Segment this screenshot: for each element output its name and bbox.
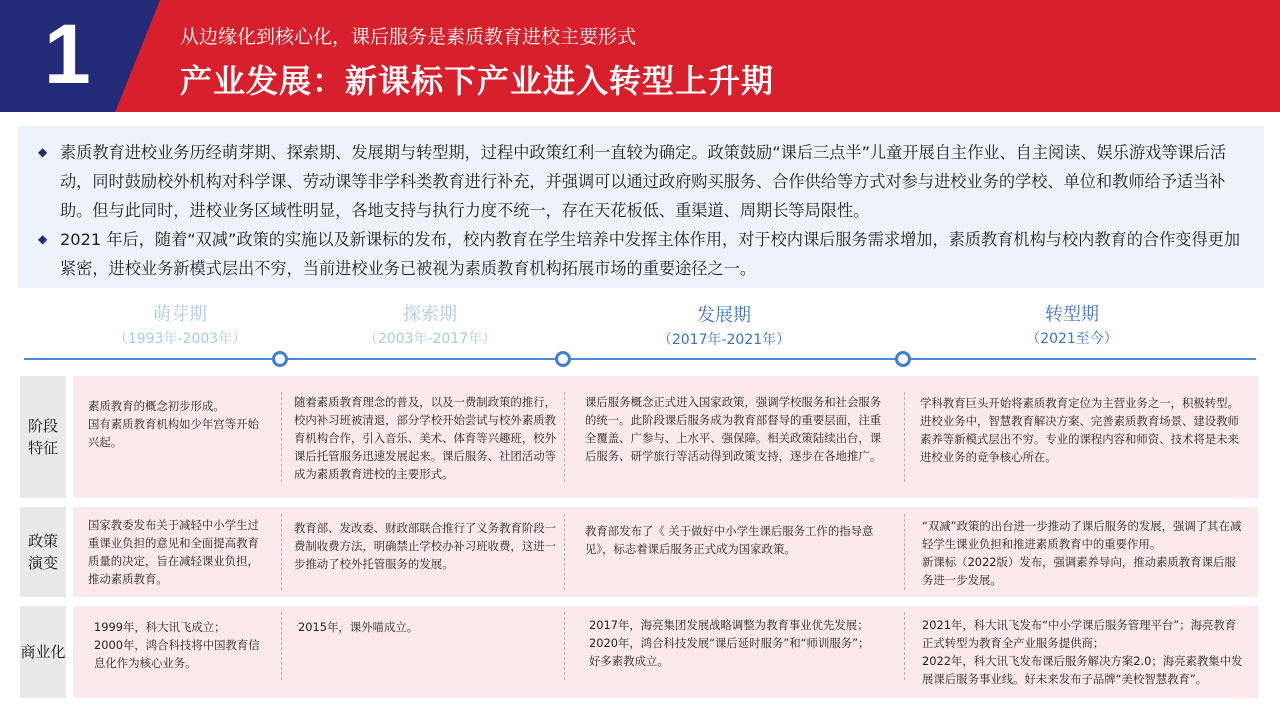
column-separator — [904, 612, 905, 680]
cell-commercial-transform: 2021年，科大讯飞发布“中小学课后服务管理平台”；海亮教育正式转型为教育全产业服务提供商； 2022年，科大讯飞发布课后服务解决方案2.0；海亮素教集中发展课后服务事业线。好未来发布子品牌“美校智慧教育”。 — [922, 618, 1243, 686]
column-separator — [281, 392, 282, 482]
phase-sprout — [80, 302, 280, 350]
cell-commercial-explore: 2015年，课外喵成立。 — [298, 620, 419, 634]
cell-commercial-develop: 2017年，海亮集团发展战略调整为教育事业优先发展； 2020年，鸿合科技发展“课后延时服务”和“师训服务”； 好多素教成立。 — [589, 618, 870, 668]
phase-years: （2021至今） — [1026, 331, 1118, 347]
diamond-bullet-icon: ◆ — [38, 232, 48, 246]
timeline-node-3 — [895, 351, 911, 367]
phase-explore — [330, 302, 530, 350]
timeline-node-2 — [555, 351, 571, 367]
cell-policy-sprout: 国家教委发布关于减轻中小学生过重课业负担的意见和全面提高教育质量的决定，旨在减轻课业负担，推动素质教育。 — [88, 518, 259, 586]
intro-bullet-text: 素质教育进校业务历经萌芽期、探索期、发展期与转型期，过程中政策红利一直较为确定。政策鼓励“课后三点半”儿童开展自主作业、自主阅读、娱乐游戏等课后活动，同时鼓励校外机构对科学课、劳动课等非学科类教育进行补充，并强调可以通过政府购买服务、合作供给等方式对参与进校业务的学校、单位和教师给予适当补助。但与此同时，进校业务区域性明显，各地支持与执行力度不统一，存在天花板低、重渠道、周期长等局限性。 — [60, 143, 1227, 220]
phase-develop — [624, 303, 824, 351]
timeline-axis — [24, 358, 1256, 360]
phase-transform — [972, 302, 1172, 350]
row-label-text: 商业化 — [20, 643, 66, 661]
cell-commercial-sprout: 1999年，科大讯飞成立； 2000年，鸿合科技将中国教育信息化作为核心业务。 — [94, 620, 260, 670]
row-label-text: 阶段特征 — [28, 417, 59, 457]
page-title: 产业发展：新课标下产业进入转型上升期 — [180, 62, 775, 100]
row-label-text: 政策演变 — [28, 532, 59, 572]
cell-policy-transform: “双减”政策的出台进一步推动了课后服务的发展，强调了其在减轻学生课业负担和推进素质教育中的重要作用。 新课标（2022版）发布，强调素养导向，推动素质教育课后服务进一步发展。 — [922, 519, 1242, 587]
column-separator — [281, 612, 282, 680]
cell-stage-explore: 随着素质教育理念的普及，以及一费制政策的推行，校内补习班被清退，部分学校开始尝试与校外素质教育机构合作，引入音乐、美术、体育等兴趣班，校外课后托管服务迅速发展起来。课后服务、社团活动等成为素质教育进校的主要形式。 — [294, 395, 556, 481]
phase-years: （2017年-2021年） — [657, 332, 791, 348]
cell-policy-explore: 教育部、发改委、财政部联合推行了义务教育阶段一费制收费方法，明确禁止学校办补习班收费，这进一步推动了校外托管服务的发展。 — [294, 521, 556, 571]
row-label-stage-features — [20, 376, 66, 498]
cell-stage-develop: 课后服务概念正式进入国家政策，强调学校服务和社会服务的统一。此阶段课后服务成为教育部督导的重要层面，注重全覆盖、广参与、上水平、强保障。相关政策陆续出台，课后服务、研学旅行等活动得到政策支持，逐步在各地推广。 — [585, 395, 882, 463]
intro-bullet-1 — [38, 138, 1244, 225]
column-separator — [281, 514, 282, 590]
intro-bullet-2 — [38, 225, 1244, 283]
phase-name: 探索期 — [403, 304, 457, 325]
column-separator — [564, 392, 565, 482]
phase-name: 转型期 — [1045, 304, 1099, 325]
phase-years: （2003年-2017年） — [363, 331, 497, 347]
intro-box — [18, 126, 1264, 288]
phase-years: （1993年-2003年） — [113, 331, 247, 347]
row-label-commercial — [20, 606, 66, 698]
timeline-node-1 — [272, 351, 288, 367]
row-label-policy — [20, 507, 66, 597]
cell-policy-develop: 教育部发布了《 关于做好中小学生课后服务工作的指导意见》，标志着课后服务正式成为国家政策。 — [585, 524, 874, 556]
phase-name: 发展期 — [697, 305, 751, 326]
column-separator — [904, 514, 905, 590]
section-number: 1 — [44, 7, 91, 101]
cell-stage-transform: 学科教育巨头开始将素质教育定位为主营业务之一，积极转型。 进校业务中，智慧教育解决方案、完善素质教育场景、建设教师素养等新模式层出不穷。专业的课程内容和师资、技术将是未来进校业务的竞争核心所在。 — [920, 396, 1239, 464]
column-separator — [904, 392, 905, 482]
page-subtitle: 从边缘化到核心化，课后服务是素质教育进校主要形式 — [180, 26, 637, 48]
column-separator — [564, 612, 565, 680]
diamond-bullet-icon: ◆ — [38, 145, 48, 159]
phase-name: 萌芽期 — [153, 304, 207, 325]
column-separator — [564, 514, 565, 590]
header-banner — [0, 0, 1280, 112]
intro-bullet-text: 2021 年后，随着“双减”政策的实施以及新课标的发布，校内教育在学生培养中发挥主体作用，对于校内课后服务需求增加，素质教育机构与校内教育的合作变得更加紧密，进校业务新模式层出不穷，当前进校业务已被视为素质教育机构拓展市场的重要途径之一。 — [60, 230, 1241, 278]
cell-stage-sprout: 素质教育的概念初步形成。 国有素质教育机构如少年宫等开始兴起。 — [88, 399, 259, 449]
